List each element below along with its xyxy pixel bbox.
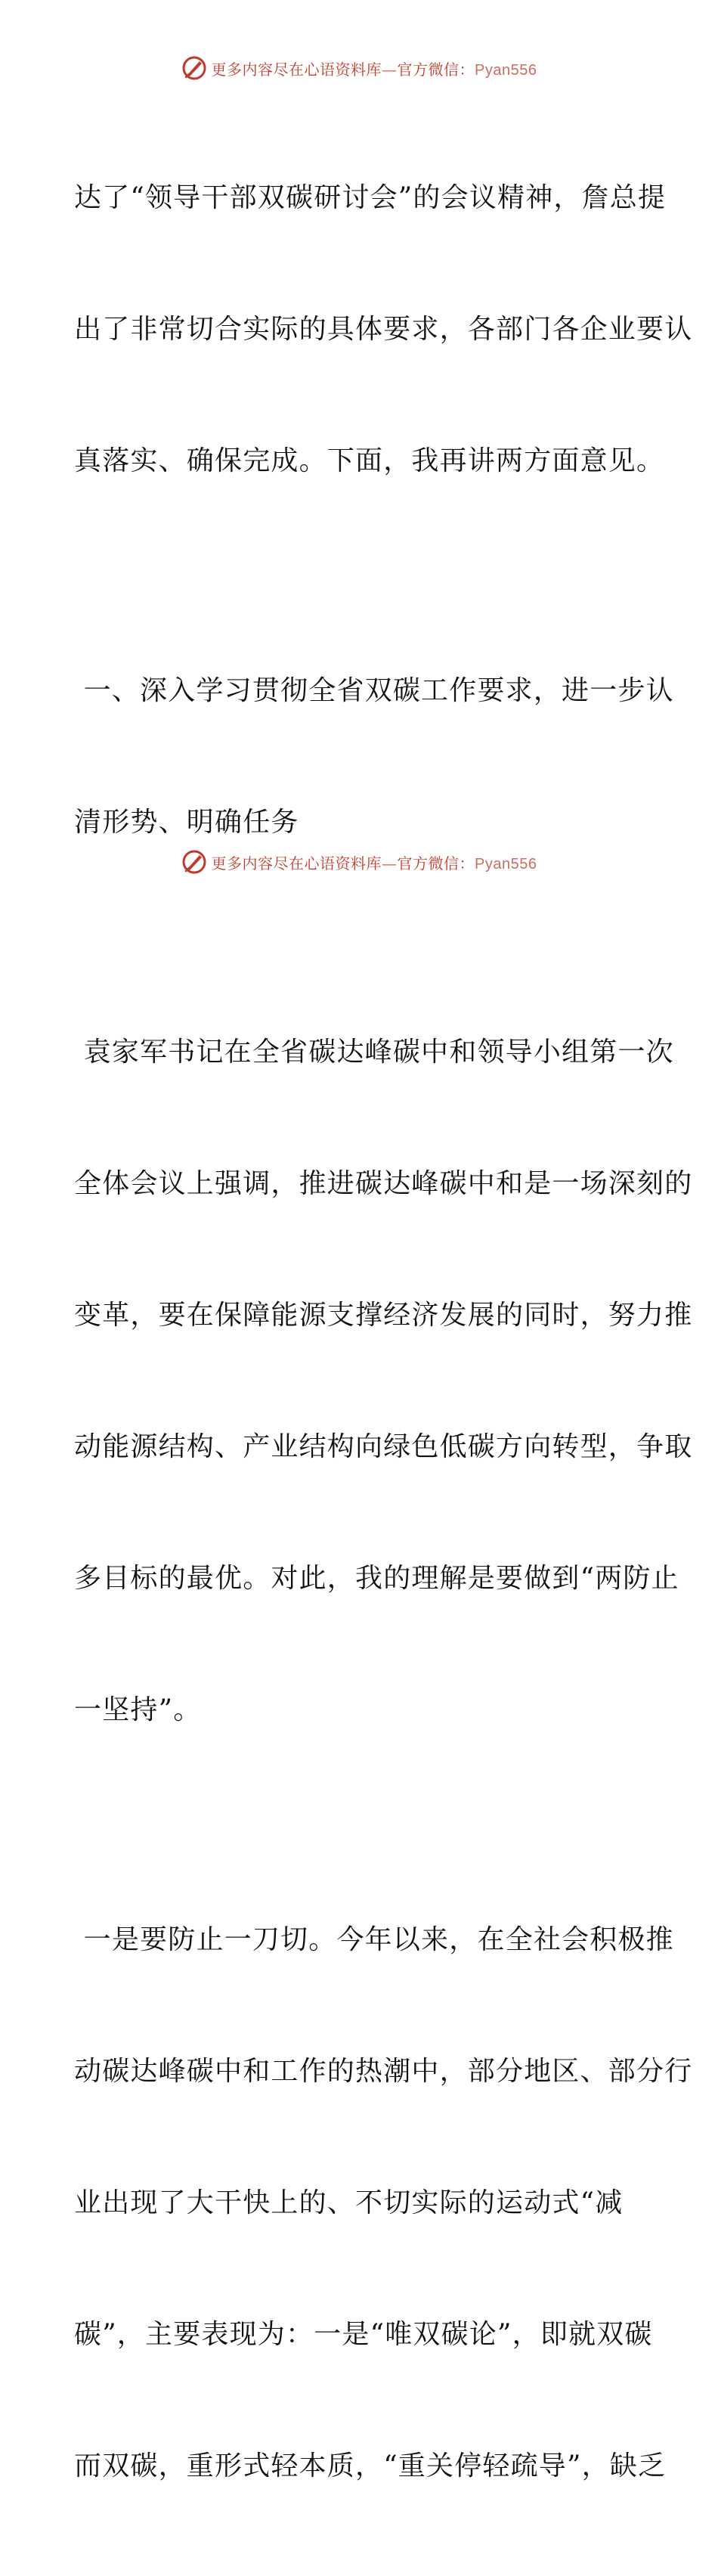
paragraph [74, 943, 693, 1820]
text-line: 一、深入学习贯彻全省双碳工作要求，进一步认 [74, 675, 674, 706]
text-line: 达了“领导干部双碳研讨会”的会议精神，詹总提 [74, 182, 667, 213]
text-line: 真落实、确保完成。下面，我再讲两方面意见。 [74, 445, 665, 476]
text-line: 一坚持”。 [74, 1694, 202, 1725]
text-line: 动碳达峰碳中和工作的热潮中，部分地区、部分行 [74, 2056, 693, 2087]
document-body [74, 88, 693, 2576]
section-heading [74, 581, 674, 932]
quill-logo-icon [181, 849, 207, 875]
watermark-banner-bottom [0, 847, 718, 877]
paragraph [74, 88, 693, 571]
text-line: 全体会议上强调，推进碳达峰碳中和是一场深刻的 [74, 1168, 693, 1199]
text-line: 业出现了大干快上的、不切实际的运动式“减 [74, 2187, 624, 2218]
text-line: 一是要防止一刀切。今年以来，在全社会积极推 [74, 1924, 674, 1955]
text-line: 碳”，主要表现为：一是“唯双碳论”，即就双碳 [74, 2319, 653, 2350]
quill-logo-icon [181, 55, 207, 81]
watermark-banner-top [0, 53, 718, 83]
text-line: 而双碳，重形式轻本质，“重关停轻疏导”，缺乏 [74, 2450, 667, 2481]
watermark-text: 更多内容尽在心语资料库—官方微信：Pyan556 [211, 60, 537, 79]
paragraph [74, 1830, 693, 2576]
text-line: 出了非常切合实际的具体要求，各部门各企业要认 [74, 314, 693, 345]
text-line: 袁家军书记在全省碳达峰碳中和领导小组第一次 [74, 1037, 674, 1068]
text-line: 变革，要在保障能源支撑经济发展的同时，努力推 [74, 1300, 693, 1331]
text-line: 清形势、明确任务 [74, 807, 299, 838]
text-line: 多目标的最优。对此，我的理解是要做到“两防止 [74, 1563, 679, 1594]
watermark-text: 更多内容尽在心语资料库—官方微信：Pyan556 [211, 854, 537, 873]
text-line: 动能源结构、产业结构向绿色低碳方向转型，争取 [74, 1431, 693, 1462]
